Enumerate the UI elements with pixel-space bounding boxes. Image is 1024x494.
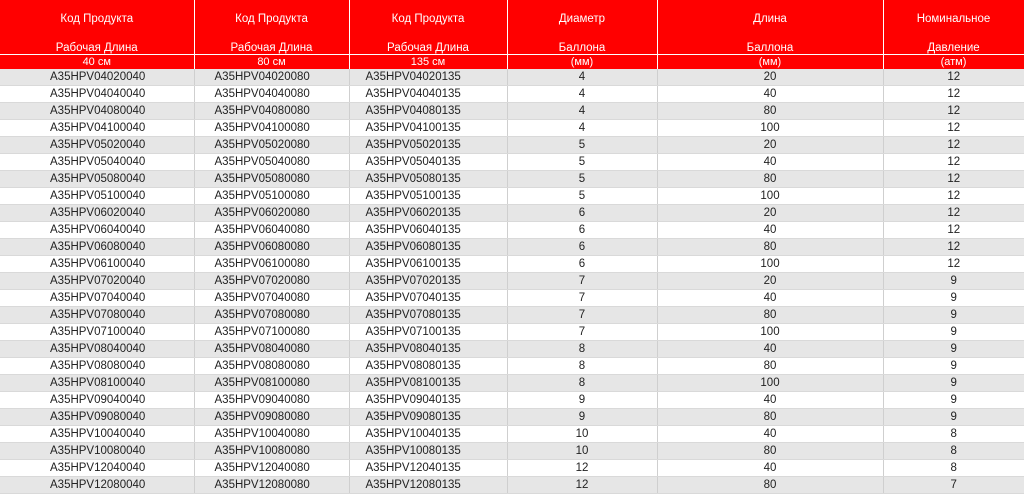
table-row: [0, 341, 1024, 358]
code-40cm-cell: A35HPV12040040: [0, 460, 194, 477]
table-row: [0, 392, 1024, 409]
diameter-cell: 7: [507, 290, 657, 307]
table-row: [0, 273, 1024, 290]
diameter-cell: 4: [507, 103, 657, 120]
code-80cm-cell: A35HPV09040080: [194, 392, 349, 409]
diameter-cell: 9: [507, 409, 657, 426]
length-cell: 20: [657, 69, 883, 86]
diameter-cell: 5: [507, 171, 657, 188]
header-cell: (мм): [657, 55, 883, 70]
header-cell: Рабочая Длина: [0, 38, 194, 55]
pressure-cell: 12: [883, 69, 1024, 86]
code-80cm-cell: A35HPV08100080: [194, 375, 349, 392]
code-80cm-cell: A35HPV07100080: [194, 324, 349, 341]
table-row: [0, 120, 1024, 137]
code-135cm-cell: A35HPV10080135: [349, 443, 507, 460]
code-135cm-cell: A35HPV06020135: [349, 205, 507, 222]
code-40cm-cell: A35HPV04020040: [0, 69, 194, 86]
table-header: [0, 0, 1024, 69]
table-row: [0, 239, 1024, 256]
header-cell: Рабочая Длина: [194, 38, 349, 55]
code-40cm-cell: A35HPV07020040: [0, 273, 194, 290]
length-cell: 80: [657, 358, 883, 375]
table-row: [0, 443, 1024, 460]
code-80cm-cell: A35HPV07080080: [194, 307, 349, 324]
length-cell: 80: [657, 307, 883, 324]
header-cell: Код Продукта: [194, 0, 349, 38]
code-80cm-cell: A35HPV12040080: [194, 460, 349, 477]
table-row: [0, 460, 1024, 477]
table-row: [0, 358, 1024, 375]
code-40cm-cell: A35HPV06040040: [0, 222, 194, 239]
code-40cm-cell: A35HPV08040040: [0, 341, 194, 358]
diameter-cell: 6: [507, 222, 657, 239]
code-80cm-cell: A35HPV10080080: [194, 443, 349, 460]
length-cell: 40: [657, 154, 883, 171]
length-cell: 80: [657, 477, 883, 494]
code-40cm-cell: A35HPV08100040: [0, 375, 194, 392]
diameter-cell: 8: [507, 375, 657, 392]
code-135cm-cell: A35HPV04100135: [349, 120, 507, 137]
diameter-cell: 5: [507, 154, 657, 171]
code-135cm-cell: A35HPV04040135: [349, 86, 507, 103]
length-cell: 40: [657, 460, 883, 477]
length-cell: 40: [657, 392, 883, 409]
diameter-cell: 4: [507, 69, 657, 86]
code-40cm-cell: A35HPV07080040: [0, 307, 194, 324]
code-40cm-cell: A35HPV05100040: [0, 188, 194, 205]
code-135cm-cell: A35HPV07020135: [349, 273, 507, 290]
code-40cm-cell: A35HPV05040040: [0, 154, 194, 171]
code-80cm-cell: A35HPV04100080: [194, 120, 349, 137]
code-40cm-cell: A35HPV07040040: [0, 290, 194, 307]
length-cell: 20: [657, 137, 883, 154]
length-cell: 20: [657, 273, 883, 290]
code-80cm-cell: A35HPV06080080: [194, 239, 349, 256]
table-row: [0, 205, 1024, 222]
diameter-cell: 12: [507, 460, 657, 477]
diameter-cell: 5: [507, 188, 657, 205]
pressure-cell: 12: [883, 120, 1024, 137]
diameter-cell: 10: [507, 443, 657, 460]
code-80cm-cell: A35HPV08040080: [194, 341, 349, 358]
header-cell: Рабочая Длина: [349, 38, 507, 55]
pressure-cell: 9: [883, 324, 1024, 341]
length-cell: 80: [657, 103, 883, 120]
code-135cm-cell: A35HPV04020135: [349, 69, 507, 86]
diameter-cell: 7: [507, 324, 657, 341]
table-row: [0, 256, 1024, 273]
pressure-cell: 12: [883, 171, 1024, 188]
code-80cm-cell: A35HPV04040080: [194, 86, 349, 103]
length-cell: 80: [657, 409, 883, 426]
header-row-units: [0, 55, 1024, 70]
code-80cm-cell: A35HPV04020080: [194, 69, 349, 86]
diameter-cell: 6: [507, 239, 657, 256]
code-135cm-cell: A35HPV05080135: [349, 171, 507, 188]
code-80cm-cell: A35HPV05100080: [194, 188, 349, 205]
header-cell: Давление: [883, 38, 1024, 55]
code-135cm-cell: A35HPV08040135: [349, 341, 507, 358]
code-135cm-cell: A35HPV10040135: [349, 426, 507, 443]
code-80cm-cell: A35HPV09080080: [194, 409, 349, 426]
code-135cm-cell: A35HPV12040135: [349, 460, 507, 477]
header-cell: Длина: [657, 0, 883, 38]
diameter-cell: 9: [507, 392, 657, 409]
pressure-cell: 7: [883, 477, 1024, 494]
pressure-cell: 9: [883, 290, 1024, 307]
diameter-cell: 4: [507, 86, 657, 103]
pressure-cell: 9: [883, 375, 1024, 392]
table-row: [0, 188, 1024, 205]
code-80cm-cell: A35HPV08080080: [194, 358, 349, 375]
code-135cm-cell: A35HPV05100135: [349, 188, 507, 205]
table-row: [0, 324, 1024, 341]
code-40cm-cell: A35HPV12080040: [0, 477, 194, 494]
diameter-cell: 6: [507, 205, 657, 222]
pressure-cell: 12: [883, 103, 1024, 120]
code-135cm-cell: A35HPV08100135: [349, 375, 507, 392]
code-135cm-cell: A35HPV08080135: [349, 358, 507, 375]
diameter-cell: 10: [507, 426, 657, 443]
header-cell: Номинальное: [883, 0, 1024, 38]
diameter-cell: 8: [507, 358, 657, 375]
pressure-cell: 12: [883, 256, 1024, 273]
pressure-cell: 12: [883, 188, 1024, 205]
code-135cm-cell: A35HPV06080135: [349, 239, 507, 256]
code-40cm-cell: A35HPV06020040: [0, 205, 194, 222]
header-row-subtitles: [0, 38, 1024, 55]
length-cell: 20: [657, 205, 883, 222]
pressure-cell: 8: [883, 443, 1024, 460]
pressure-cell: 12: [883, 205, 1024, 222]
code-40cm-cell: A35HPV06080040: [0, 239, 194, 256]
code-135cm-cell: A35HPV06100135: [349, 256, 507, 273]
diameter-cell: 12: [507, 477, 657, 494]
code-40cm-cell: A35HPV05020040: [0, 137, 194, 154]
code-80cm-cell: A35HPV06100080: [194, 256, 349, 273]
header-cell: (мм): [507, 55, 657, 70]
length-cell: 40: [657, 341, 883, 358]
table-row: [0, 290, 1024, 307]
code-135cm-cell: A35HPV07080135: [349, 307, 507, 324]
header-cell: Баллона: [507, 38, 657, 55]
header-cell: (атм): [883, 55, 1024, 70]
code-40cm-cell: A35HPV04040040: [0, 86, 194, 103]
code-80cm-cell: A35HPV06040080: [194, 222, 349, 239]
length-cell: 100: [657, 188, 883, 205]
pressure-cell: 9: [883, 358, 1024, 375]
code-40cm-cell: A35HPV07100040: [0, 324, 194, 341]
table-row: [0, 171, 1024, 188]
diameter-cell: 7: [507, 273, 657, 290]
table-row: [0, 69, 1024, 86]
length-cell: 40: [657, 86, 883, 103]
pressure-cell: 12: [883, 222, 1024, 239]
table-row: [0, 477, 1024, 494]
code-40cm-cell: A35HPV09080040: [0, 409, 194, 426]
pressure-cell: 12: [883, 154, 1024, 171]
header-cell: 80 см: [194, 55, 349, 70]
table-row: [0, 307, 1024, 324]
pressure-cell: 9: [883, 409, 1024, 426]
table-row: [0, 222, 1024, 239]
code-80cm-cell: A35HPV05080080: [194, 171, 349, 188]
length-cell: 100: [657, 120, 883, 137]
code-40cm-cell: A35HPV05080040: [0, 171, 194, 188]
header-cell: 40 см: [0, 55, 194, 70]
pressure-cell: 9: [883, 341, 1024, 358]
code-135cm-cell: A35HPV09040135: [349, 392, 507, 409]
table-row: [0, 375, 1024, 392]
length-cell: 80: [657, 171, 883, 188]
pressure-cell: 8: [883, 426, 1024, 443]
code-135cm-cell: A35HPV06040135: [349, 222, 507, 239]
diameter-cell: 7: [507, 307, 657, 324]
length-cell: 40: [657, 426, 883, 443]
length-cell: 100: [657, 375, 883, 392]
length-cell: 80: [657, 239, 883, 256]
code-80cm-cell: A35HPV05020080: [194, 137, 349, 154]
length-cell: 100: [657, 324, 883, 341]
pressure-cell: 8: [883, 460, 1024, 477]
table-row: [0, 426, 1024, 443]
pressure-cell: 12: [883, 86, 1024, 103]
header-cell: Код Продукта: [349, 0, 507, 38]
code-80cm-cell: A35HPV05040080: [194, 154, 349, 171]
code-80cm-cell: A35HPV06020080: [194, 205, 349, 222]
length-cell: 100: [657, 256, 883, 273]
table-body: [0, 69, 1024, 494]
pressure-cell: 12: [883, 239, 1024, 256]
length-cell: 40: [657, 222, 883, 239]
diameter-cell: 5: [507, 137, 657, 154]
header-cell: Баллона: [657, 38, 883, 55]
code-40cm-cell: A35HPV04080040: [0, 103, 194, 120]
code-40cm-cell: A35HPV04100040: [0, 120, 194, 137]
length-cell: 40: [657, 290, 883, 307]
code-40cm-cell: A35HPV10080040: [0, 443, 194, 460]
diameter-cell: 4: [507, 120, 657, 137]
code-80cm-cell: A35HPV07040080: [194, 290, 349, 307]
code-135cm-cell: A35HPV07040135: [349, 290, 507, 307]
code-40cm-cell: A35HPV06100040: [0, 256, 194, 273]
table-row: [0, 103, 1024, 120]
diameter-cell: 6: [507, 256, 657, 273]
header-cell: Код Продукта: [0, 0, 194, 38]
code-135cm-cell: A35HPV09080135: [349, 409, 507, 426]
code-135cm-cell: A35HPV05040135: [349, 154, 507, 171]
length-cell: 80: [657, 443, 883, 460]
table-row: [0, 86, 1024, 103]
code-135cm-cell: A35HPV12080135: [349, 477, 507, 494]
header-cell: 135 см: [349, 55, 507, 70]
pressure-cell: 12: [883, 137, 1024, 154]
code-135cm-cell: A35HPV04080135: [349, 103, 507, 120]
diameter-cell: 8: [507, 341, 657, 358]
table-row: [0, 154, 1024, 171]
table-row: [0, 409, 1024, 426]
table-row: [0, 137, 1024, 154]
code-80cm-cell: A35HPV07020080: [194, 273, 349, 290]
header-cell: Диаметр: [507, 0, 657, 38]
code-80cm-cell: A35HPV12080080: [194, 477, 349, 494]
pressure-cell: 9: [883, 392, 1024, 409]
pressure-cell: 9: [883, 307, 1024, 324]
code-40cm-cell: A35HPV10040040: [0, 426, 194, 443]
code-80cm-cell: A35HPV10040080: [194, 426, 349, 443]
code-40cm-cell: A35HPV09040040: [0, 392, 194, 409]
pressure-cell: 9: [883, 273, 1024, 290]
code-40cm-cell: A35HPV08080040: [0, 358, 194, 375]
header-row-titles: [0, 0, 1024, 38]
code-135cm-cell: A35HPV05020135: [349, 137, 507, 154]
code-80cm-cell: A35HPV04080080: [194, 103, 349, 120]
code-135cm-cell: A35HPV07100135: [349, 324, 507, 341]
